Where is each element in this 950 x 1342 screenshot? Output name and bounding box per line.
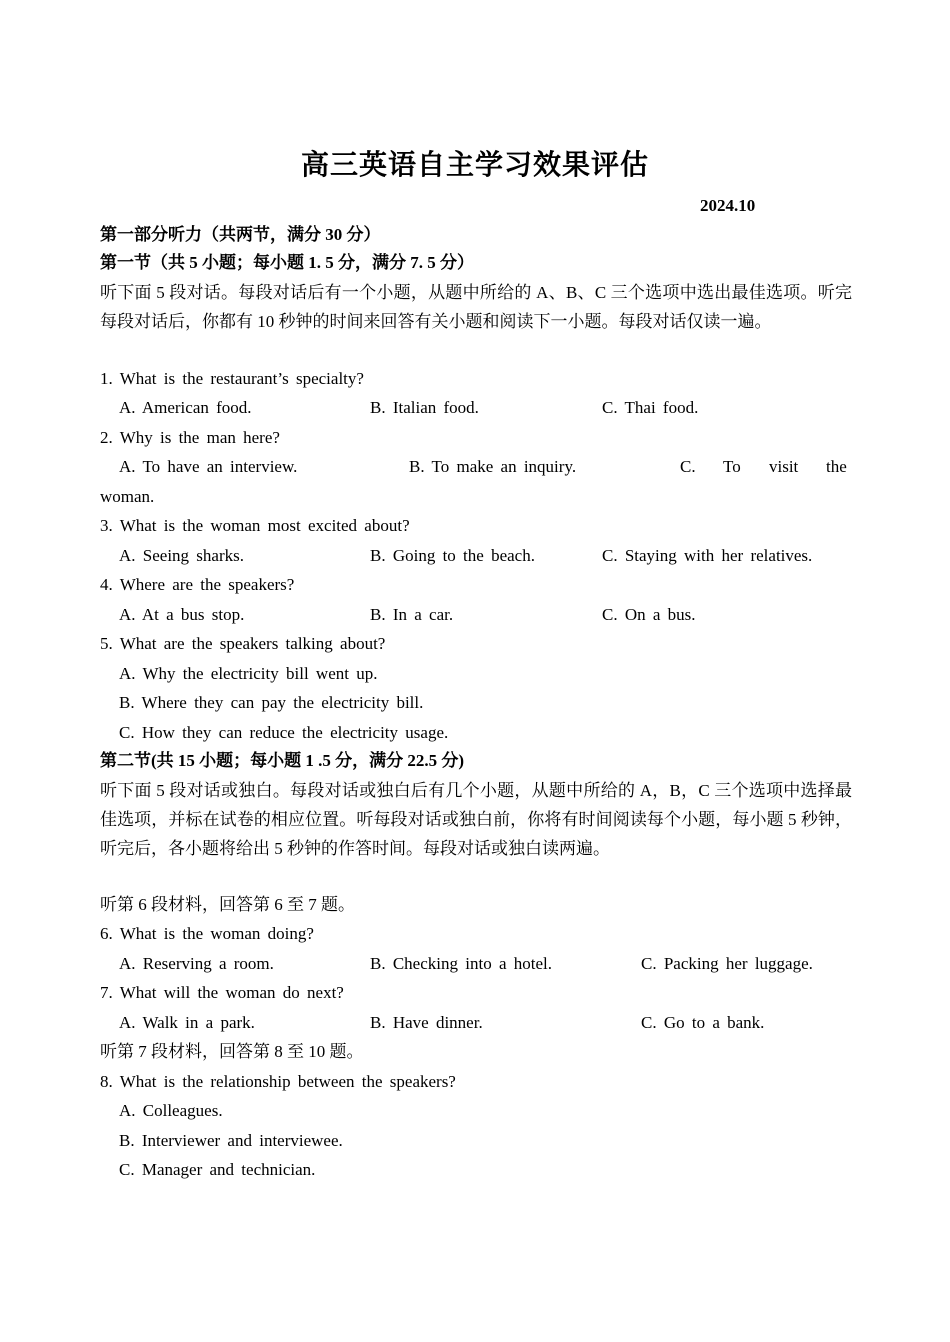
exam-date: 2024.10 xyxy=(700,196,756,215)
q3-option-c: C. Staying with her relatives. xyxy=(602,546,813,565)
q3-option-a: A. Seeing sharks. xyxy=(119,546,244,565)
q2-option-c-word2: visit xyxy=(769,457,799,476)
question-4: 4. Where are the speakers? xyxy=(100,575,295,594)
section2-heading: 第二节(共 15 小题；每小题 1 .5 分，满分 22.5 分) xyxy=(100,751,465,770)
part1-heading: 第一部分听力（共两节，满分 30 分） xyxy=(100,225,381,244)
q6-option-c: C. Packing her luggage. xyxy=(641,954,813,973)
section1-heading: 第一节（共 5 小题；每小题 1. 5 分，满分 7. 5 分） xyxy=(100,253,474,272)
material-7-note: 听第 7 段材料，回答第 8 至 10 题。 xyxy=(100,1042,364,1061)
section1-instructions: 听下面 5 段对话。每段对话后有一个小题，从题中所给的 A、B、C 三个选项中选出最佳选项。听完每段对话后，你都有 10 秒钟的时间来回答有关小题和阅读下一小题。每段对话仅读一遍。 xyxy=(100,283,852,331)
q1-option-a: A. American food. xyxy=(119,398,252,417)
q6-option-b: B. Checking into a hotel. xyxy=(370,954,552,973)
question-7: 7. What will the woman do next? xyxy=(100,983,344,1002)
question-1: 1. What is the restaurant’s specialty? xyxy=(100,369,364,388)
q1-option-b: B. Italian food. xyxy=(370,398,479,417)
q2-option-a: A. To have an interview. xyxy=(119,457,298,476)
question-2: 2. Why is the man here? xyxy=(100,428,280,447)
q3-option-b: B. Going to the beach. xyxy=(370,546,535,565)
q8-option-c: C. Manager and technician. xyxy=(119,1160,316,1179)
q4-option-c: C. On a bus. xyxy=(602,605,696,624)
q2-option-c-word3: the xyxy=(826,457,847,476)
q7-option-a: A. Walk in a park. xyxy=(119,1013,255,1032)
q5-option-a: A. Why the electricity bill went up. xyxy=(119,664,378,683)
q2-option-b: B. To make an inquiry. xyxy=(409,457,577,476)
question-6: 6. What is the woman doing? xyxy=(100,924,314,943)
q2-option-c-word4: woman. xyxy=(100,487,155,506)
q4-option-a: A. At a bus stop. xyxy=(119,605,245,624)
material-6-note: 听第 6 段材料，回答第 6 至 7 题。 xyxy=(100,895,355,914)
q6-option-a: A. Reserving a room. xyxy=(119,954,274,973)
q7-option-c: C. Go to a bank. xyxy=(641,1013,765,1032)
q7-option-b: B. Have dinner. xyxy=(370,1013,483,1032)
question-3: 3. What is the woman most excited about? xyxy=(100,516,410,535)
q2-option-c-word1: To xyxy=(723,457,741,476)
q2-option-c-label: C. xyxy=(680,457,696,476)
q8-option-b: B. Interviewer and interviewee. xyxy=(119,1131,343,1150)
question-8: 8. What is the relationship between the speakers? xyxy=(100,1072,456,1091)
q8-option-a: A. Colleagues. xyxy=(119,1101,223,1120)
section2-instructions: 听下面 5 段对话或独白。每段对话或独白后有几个小题，从题中所给的 A，B，C 三个选项中选择最佳选项，并标在试卷的相应位置。听每段对话或独白前，你将有时间阅读每个小题，每小题 5 秒钟，听完后，各小题将给出 5 秒钟的作答时间。每段对话或独白读两遍。 xyxy=(100,781,852,858)
q1-option-c: C. Thai food. xyxy=(602,398,699,417)
page-title: 高三英语自主学习效果评估 xyxy=(300,148,649,181)
question-5: 5. What are the speakers talking about? xyxy=(100,634,386,653)
q5-option-c: C. How they can reduce the electricity usage. xyxy=(119,723,449,742)
q4-option-b: B. In a car. xyxy=(370,605,454,624)
q5-option-b: B. Where they can pay the electricity bill. xyxy=(119,693,424,712)
